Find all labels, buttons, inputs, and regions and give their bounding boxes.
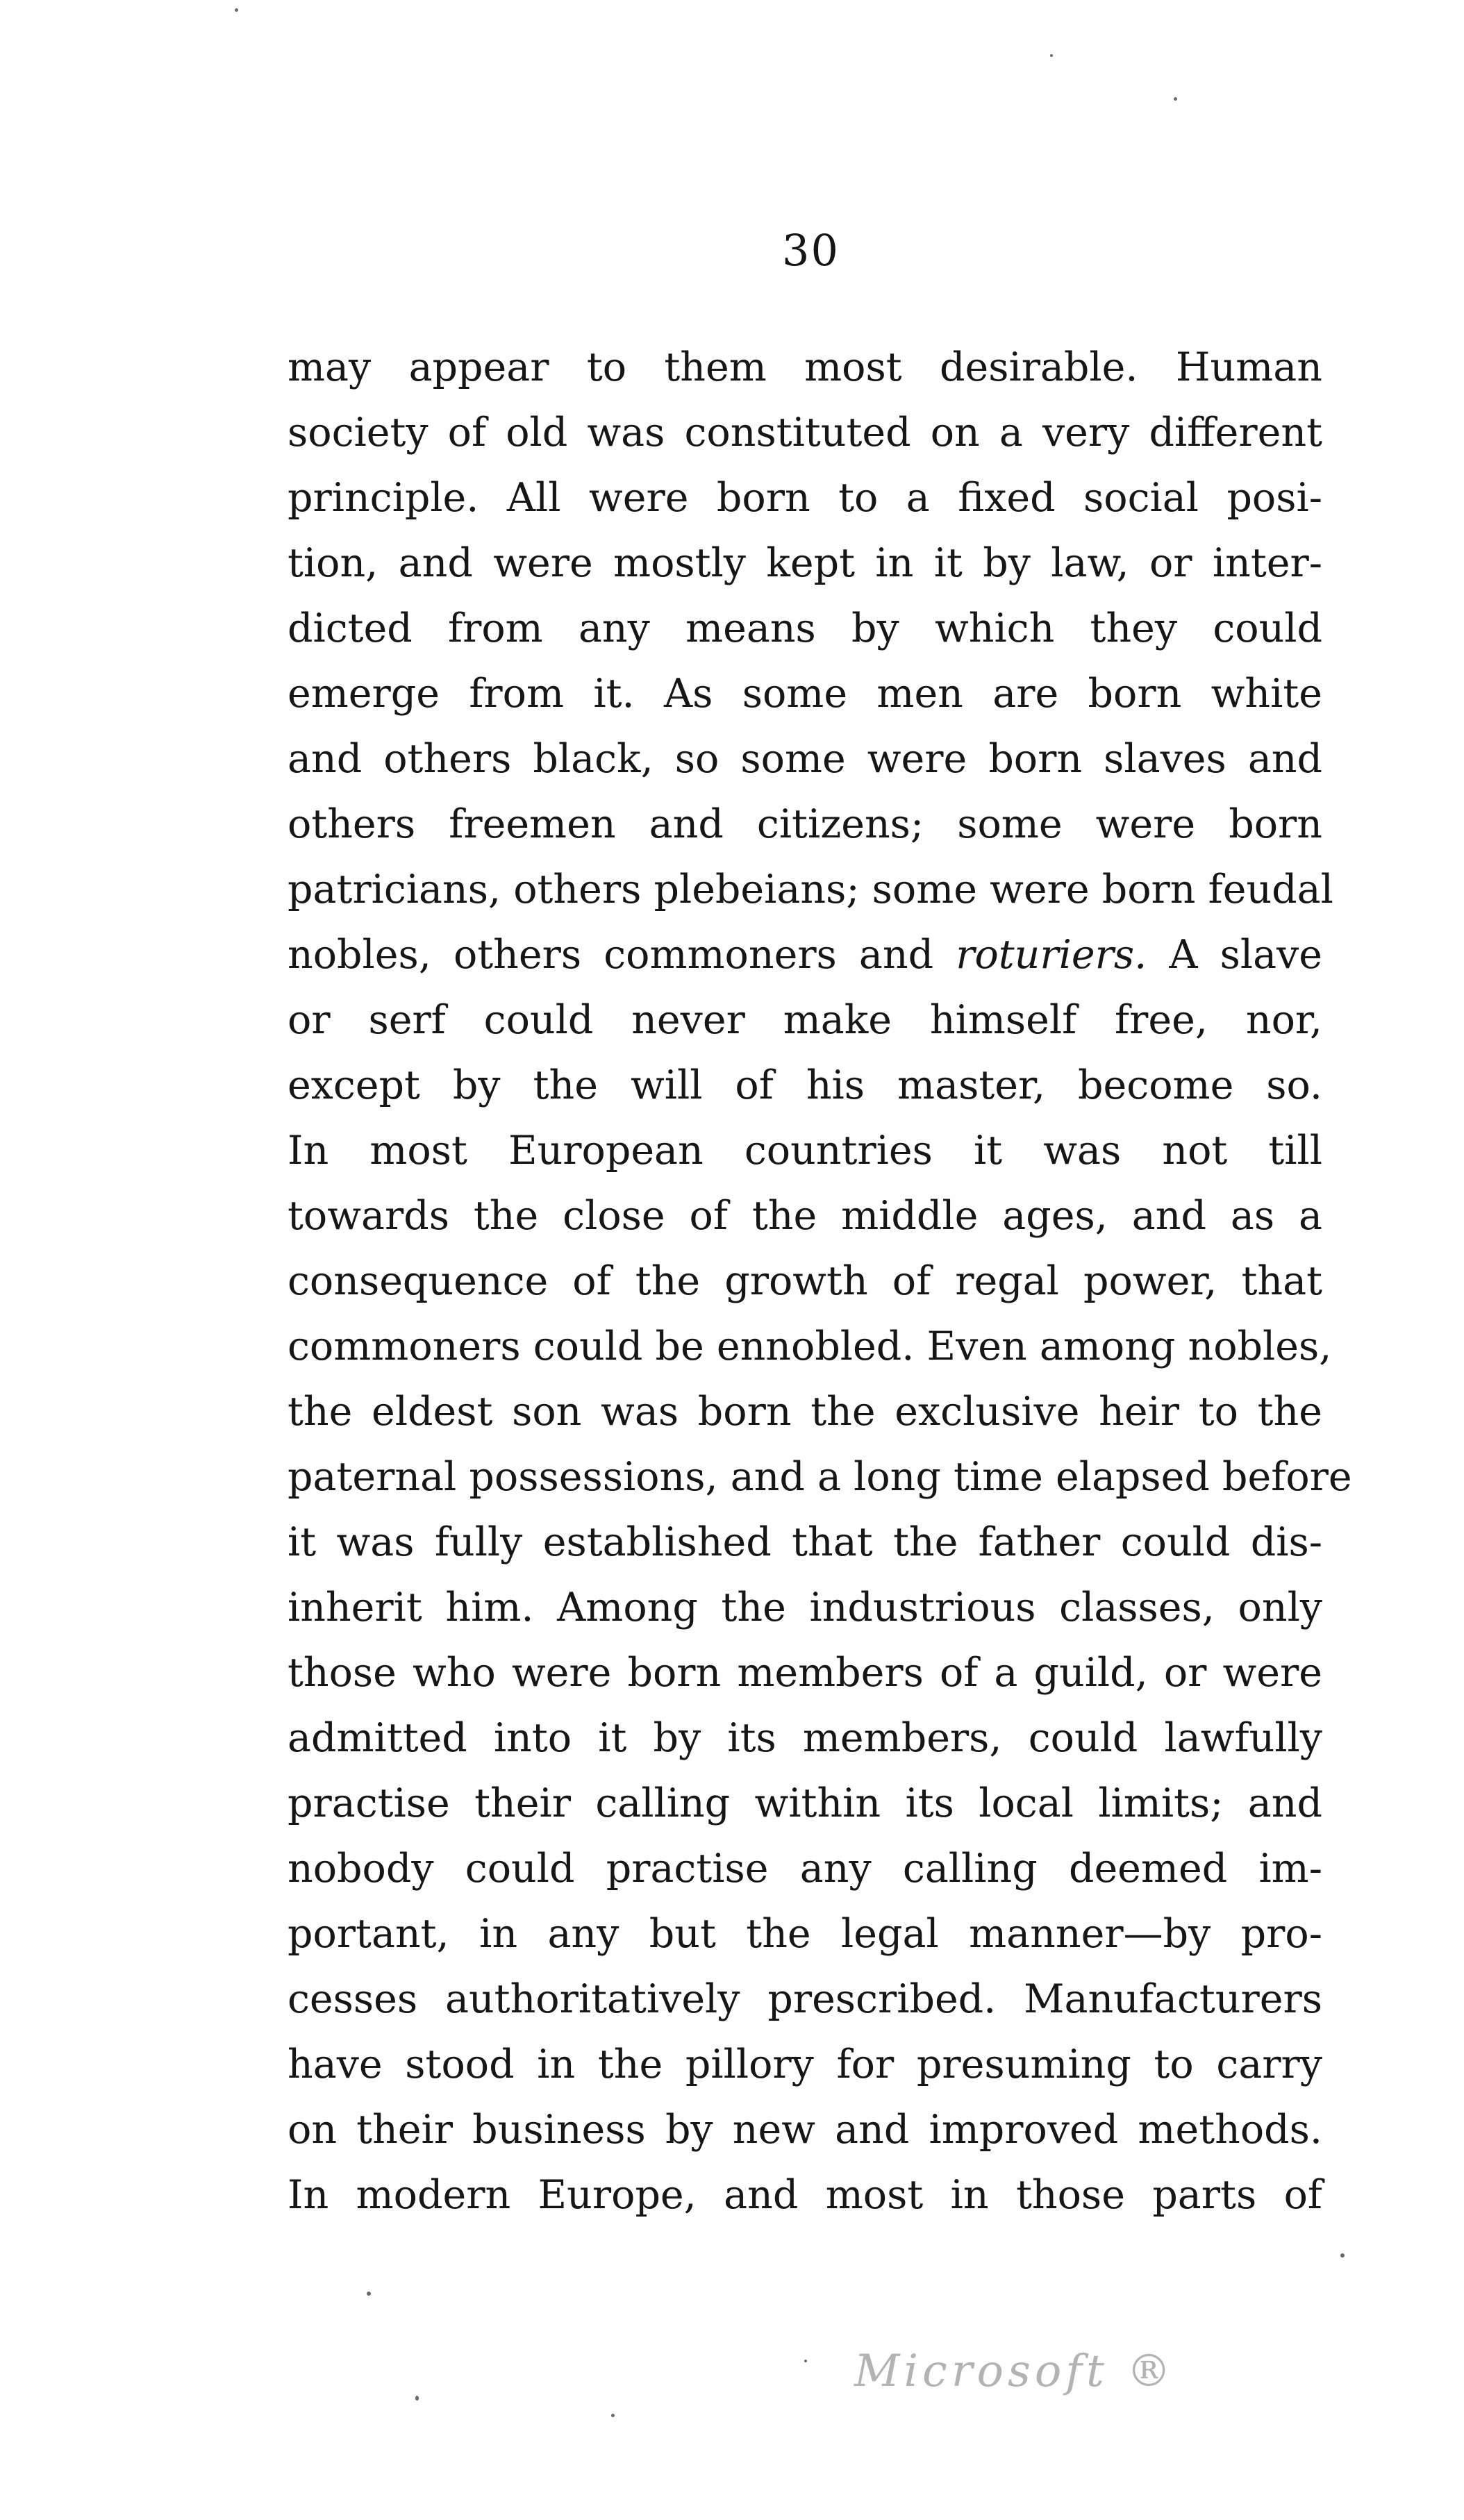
text-line-end: A slave — [1169, 932, 1322, 978]
text-line: In most European countries it was not till — [288, 1128, 1322, 1174]
text-line: paternal possessions, and a long time elapsed before — [288, 1454, 1352, 1500]
text-line: the eldest son was born the exclusive heir to the — [288, 1389, 1322, 1435]
text-line: commoners could be ennobled. Even among nobles, — [288, 1324, 1332, 1369]
digitization-watermark: Microsoft ® — [854, 2346, 1176, 2397]
text-line: and others black, so some were born slaves and — [288, 736, 1322, 782]
text-line: portant, in any but the legal manner—by pro- — [288, 1911, 1322, 1957]
text-line: it was fully established that the father could dis- — [288, 1519, 1322, 1565]
page-number: 30 — [782, 225, 840, 276]
scan-speck — [415, 2396, 419, 2401]
text-line: dicted from any means by which they could — [288, 606, 1322, 651]
text-line: nobody could practise any calling deemed im- — [288, 1846, 1322, 1892]
text-line: consequence of the growth of regal power, that — [288, 1258, 1322, 1304]
text-line: or serf could never make himself free, nor, — [288, 997, 1322, 1043]
text-line: principle. All were born to a fixed social posi- — [288, 475, 1322, 521]
text-line: have stood in the pillory for presuming to carry — [288, 2042, 1322, 2087]
text-line-mixed — [288, 922, 1322, 987]
text-line: others freemen and citizens; some were born — [288, 801, 1322, 847]
text-line: tion, and were mostly kept in it by law, or inter- — [288, 540, 1322, 586]
scan-speck — [367, 2292, 371, 2296]
italic-word: roturiers. — [956, 932, 1147, 978]
text-line-start: nobles, others commoners and — [288, 932, 934, 978]
text-line: may appear to them most desirable. Human — [288, 344, 1322, 390]
text-line: cesses authoritatively prescribed. Manufacturers — [288, 1976, 1322, 2022]
text-line: inherit him. Among the industrious classes, only — [288, 1585, 1322, 1630]
text-line: patricians, others plebeians; some were born feudal — [288, 867, 1333, 912]
scan-speck — [804, 2360, 807, 2362]
text-line: emerge from it. As some men are born white — [288, 671, 1322, 717]
scan-speck — [1340, 2253, 1345, 2258]
scan-speck — [611, 2414, 615, 2417]
text-line: practise their calling within its local limits; and — [288, 1780, 1322, 1826]
text-line: except by the will of his master, become so. — [288, 1062, 1322, 1108]
scan-speck — [1050, 54, 1053, 57]
text-line: towards the close of the middle ages, and as a — [288, 1193, 1322, 1239]
text-line: admitted into it by its members, could lawfully — [288, 1715, 1322, 1761]
text-line: on their business by new and improved methods. — [288, 2107, 1322, 2153]
text-line: those who were born members of a guild, or were — [288, 1650, 1322, 1696]
text-line: society of old was constituted on a very different — [288, 410, 1322, 456]
scan-speck — [235, 8, 238, 12]
body-text — [288, 335, 1352, 2228]
scan-speck — [1174, 97, 1177, 101]
text-line: In modern Europe, and most in those parts of — [288, 2172, 1322, 2218]
